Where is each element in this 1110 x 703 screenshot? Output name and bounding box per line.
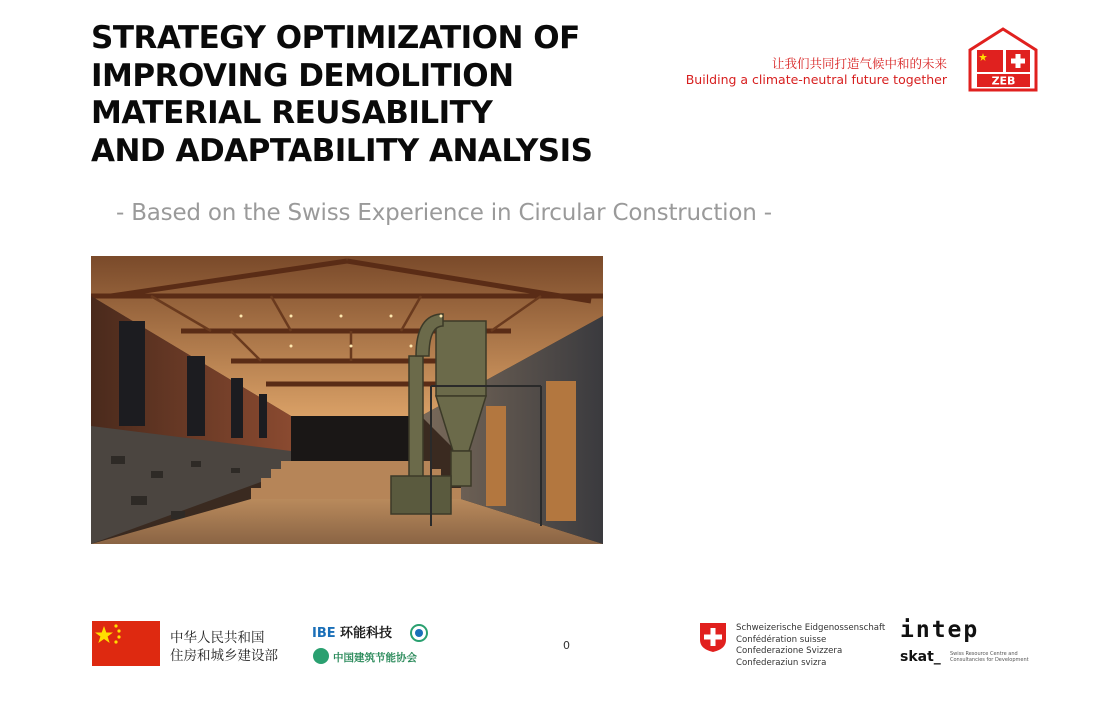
swiss-shield-icon	[699, 622, 727, 653]
slogan	[686, 56, 947, 88]
title-line: AND ADAPTABILITY ANALYSIS	[91, 132, 593, 169]
swiss-line: Confederaziun svizra	[736, 657, 827, 668]
page-title	[91, 20, 651, 170]
ministry-line: 中华人民共和国	[170, 630, 265, 646]
ibe-mark: IBE	[312, 626, 336, 641]
skat-tagline	[950, 651, 1029, 663]
title-line: MATERIAL REUSABILITY	[91, 95, 493, 131]
slogan-chinese: 让我们共同打造气候中和的未来	[771, 56, 947, 71]
ibe-cabee-logos	[311, 623, 433, 669]
ibe-name: 环能科技	[340, 626, 393, 641]
zeb-logo	[968, 26, 1038, 92]
zeb-logo-text: ZEB	[991, 74, 1016, 88]
page-number: 0	[563, 639, 570, 652]
skat-tagline-line: Consultancies for Development	[950, 657, 1029, 663]
title-line: STRATEGY OPTIMIZATION OF	[91, 20, 580, 56]
skat-tagline-line: Swiss Resource Centre and	[950, 651, 1018, 657]
skat-logo: skat_	[900, 649, 941, 665]
swiss-line: Confederazione Svizzera	[736, 646, 843, 657]
intep-logo: intep	[900, 617, 980, 643]
industrial-hall-photo	[91, 256, 603, 544]
swiss-confederation-text	[736, 623, 885, 669]
subtitle: - Based on the Swiss Experience in Circular Construction -	[116, 200, 772, 226]
swiss-line: Confédération suisse	[736, 634, 827, 645]
title-line: IMPROVING DEMOLITION	[91, 57, 514, 94]
ministry-name	[170, 629, 278, 665]
cabee-name: 中国建筑节能协会	[333, 652, 417, 664]
ministry-line: 住房和城乡建设部	[170, 648, 278, 664]
china-flag-icon	[92, 621, 160, 666]
slogan-english: Building a climate-neutral future together	[685, 72, 947, 87]
swiss-line: Schweizerische Eidgenossenschaft	[736, 623, 886, 633]
